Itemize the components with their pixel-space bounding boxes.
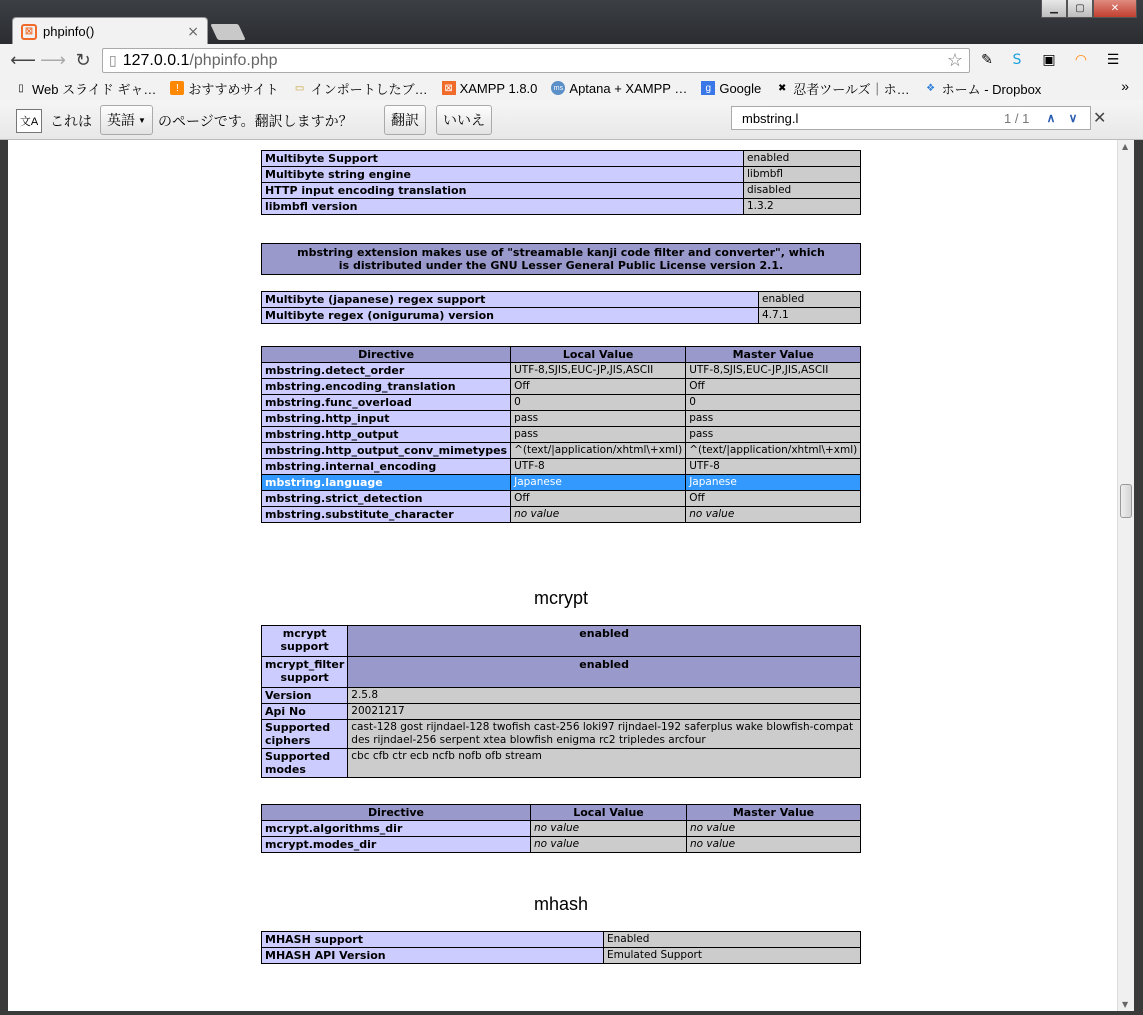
bookmark-label: Google	[719, 80, 762, 96]
table-row	[262, 626, 861, 657]
directive-name: mbstring.encoding_translation	[262, 379, 511, 395]
table-row	[262, 948, 861, 964]
ninja-icon: ✖	[778, 82, 787, 94]
mcrypt-info-table	[261, 625, 861, 778]
no-value-text: no value	[514, 508, 560, 520]
find-prev-icon[interactable]: ∧	[1046, 111, 1056, 125]
ms-icon: ms	[551, 81, 565, 95]
row-value: disabled	[744, 183, 861, 199]
table-row	[262, 151, 861, 167]
row-value: 20021217	[348, 704, 861, 720]
row-label: Supported ciphers	[262, 720, 348, 749]
master-value: UTF-8	[686, 459, 861, 475]
row-value: 4.7.1	[759, 308, 861, 324]
page-icon: ▯	[109, 52, 117, 68]
local-value	[531, 837, 687, 853]
table-row	[262, 932, 861, 948]
bookmark-star-icon[interactable]: ☆	[946, 50, 963, 70]
forward-arrow-icon[interactable]: ⟶	[40, 49, 66, 71]
table-row	[262, 507, 861, 523]
directive-name: mbstring.detect_order	[262, 363, 511, 379]
row-value: cast-128 gost rijndael-128 twofish cast-256 loki97 rijndael-192 saferplus wake blowfish-compat des rijndael-256 serpent xtea blowfish enigma rc2 tripledes arcfour	[348, 720, 861, 749]
master-value: pass	[686, 427, 861, 443]
menu-icon[interactable]: ☰	[1106, 52, 1120, 68]
table-row	[262, 363, 861, 379]
no-value-text: no value	[690, 822, 736, 834]
row-value: Enabled	[604, 932, 861, 948]
table-row	[262, 443, 861, 459]
no-value-text: no value	[534, 822, 580, 834]
maximize-button[interactable]: ▢	[1067, 0, 1093, 18]
table-row	[262, 720, 861, 749]
no-value-text: no value	[534, 838, 580, 850]
no-value-text: no value	[690, 838, 736, 850]
browser-toolbar	[0, 44, 1143, 76]
bookmark-item[interactable]	[924, 79, 1042, 98]
local-value: Off	[511, 379, 686, 395]
window-frame-left	[0, 140, 8, 1015]
bookmark-item[interactable]	[442, 81, 538, 96]
find-match-highlight: mbstring.language	[262, 475, 511, 491]
table-row	[262, 657, 861, 688]
row-value: enabled	[744, 151, 861, 167]
tab-phpinfo[interactable]	[12, 17, 208, 45]
translate-button[interactable]: 翻訳	[384, 105, 426, 135]
local-value: pass	[511, 411, 686, 427]
bookmark-label: Aptana + XAMPP …	[569, 80, 688, 96]
page-content	[8, 140, 1117, 1011]
dropdown-arrow-icon: ▼	[138, 115, 146, 125]
table-row	[262, 308, 861, 324]
page-icon: ▯	[18, 82, 24, 94]
table-row	[262, 379, 861, 395]
table-row	[262, 704, 861, 720]
row-label: Supported modes	[262, 749, 348, 778]
folder-icon: ▭	[294, 82, 305, 94]
bookmark-label: 忍者ツールズ｜ホ…	[793, 81, 910, 97]
table-row	[262, 837, 861, 853]
table-row	[262, 491, 861, 507]
back-arrow-icon[interactable]: ⟵	[10, 49, 36, 71]
scroll-down-icon[interactable]: ▼	[1122, 1000, 1129, 1009]
column-header: Local Value	[531, 805, 687, 821]
directive-name: mbstring.internal_encoding	[262, 459, 511, 475]
row-label: Version	[262, 688, 348, 704]
row-value: Emulated Support	[604, 948, 861, 964]
mbstring-notice: mbstring extension makes use of "streamable kanji code filter and converter", which is distributed under the GNU Lesser General Public License version 2.1.	[262, 244, 861, 275]
master-value: ^(text/|application/xhtml\+xml)	[686, 443, 861, 459]
master-value: Off	[686, 379, 861, 395]
find-next-icon[interactable]: ∨	[1068, 111, 1078, 125]
row-label: Multibyte Support	[262, 151, 744, 167]
row-value: 1.3.2	[744, 199, 861, 215]
local-value: UTF-8,SJIS,EUC-JP,JIS,ASCII	[511, 363, 686, 379]
bookmark-label: Web スライド ギャ…	[32, 81, 157, 97]
local-value: ^(text/|application/xhtml\+xml)	[511, 443, 686, 459]
close-window-button[interactable]: ✕	[1093, 0, 1137, 18]
window-frame-bottom	[0, 1011, 1143, 1015]
local-value	[531, 821, 687, 837]
column-header: Local Value	[511, 347, 686, 363]
table-row	[262, 427, 861, 443]
address-bar[interactable]	[102, 48, 970, 73]
row-label: MHASH support	[262, 932, 604, 948]
master-value: UTF-8,SJIS,EUC-JP,JIS,ASCII	[686, 363, 861, 379]
table-row	[262, 475, 861, 491]
find-bar	[731, 106, 1091, 130]
table-row	[262, 395, 861, 411]
title-bar	[0, 0, 1143, 44]
mbstring-directives-table	[261, 346, 861, 523]
scroll-thumb[interactable]	[1120, 484, 1132, 518]
table-row	[262, 459, 861, 475]
bookmark-label: XAMPP 1.8.0	[459, 80, 538, 96]
bulb-icon: !	[170, 81, 184, 95]
column-header: Master Value	[686, 347, 861, 363]
master-value	[687, 821, 861, 837]
url-path: /phpinfo.php	[189, 51, 278, 69]
scroll-up-icon[interactable]: ▲	[1122, 142, 1129, 151]
row-value: cbc cfb ctr ecb ncfb nofb ofb stream	[348, 749, 861, 778]
table-row	[262, 199, 861, 215]
directive-name: mcrypt.algorithms_dir	[262, 821, 531, 837]
directive-name: mbstring.http_output	[262, 427, 511, 443]
table-row	[262, 411, 861, 427]
window-controls	[1041, 0, 1137, 18]
bookmark-item[interactable]	[775, 79, 909, 98]
find-close-icon[interactable]: ✕	[1093, 108, 1107, 127]
row-label: HTTP input encoding translation	[262, 183, 744, 199]
table-row	[262, 688, 861, 704]
row-value: 2.5.8	[348, 688, 861, 704]
translate-suffix: のページです。翻訳しますか？	[158, 113, 353, 129]
find-count: 1 / 1	[1004, 110, 1030, 126]
table-row	[262, 749, 861, 778]
vertical-scrollbar[interactable]	[1117, 140, 1134, 1011]
xampp-icon: ⊠	[21, 24, 37, 40]
bookmark-item[interactable]	[701, 81, 761, 96]
language-select[interactable]	[100, 105, 153, 135]
column-header: Master Value	[687, 805, 861, 821]
bookmark-item[interactable]	[14, 79, 156, 98]
table-row	[262, 821, 861, 837]
bookmark-label: ホーム - Dropbox	[941, 81, 1042, 97]
directive-name: mbstring.strict_detection	[262, 491, 511, 507]
local-value: UTF-8	[511, 459, 686, 475]
translate-prefix: これは	[50, 113, 92, 129]
local-value	[511, 507, 686, 523]
find-input[interactable]: mbstring.l	[742, 110, 799, 126]
directive-name: mbstring.http_output_conv_mimetypes	[262, 443, 511, 459]
table-row	[262, 292, 861, 308]
window-frame-right	[1134, 140, 1143, 1015]
mbregex-info-table	[261, 291, 861, 324]
row-label: Api No	[262, 704, 348, 720]
bookmarks-overflow-button[interactable]: »	[1121, 78, 1129, 94]
bookmarks-bar	[0, 76, 1143, 100]
new-tab-button[interactable]	[210, 24, 245, 40]
section-title-mcrypt: mcrypt	[534, 588, 588, 608]
row-label: libmbfl version	[262, 199, 744, 215]
directive-name: mcrypt.modes_dir	[262, 837, 531, 853]
row-value: enabled	[759, 292, 861, 308]
row-value: enabled	[348, 657, 861, 688]
row-label: mcrypt_filter support	[262, 657, 348, 688]
directive-name: mbstring.substitute_character	[262, 507, 511, 523]
bookmark-item[interactable]	[551, 81, 687, 96]
language-value: 英語	[107, 112, 136, 128]
skype-icon[interactable]: S	[1012, 52, 1022, 68]
mhash-info-table	[261, 931, 861, 964]
master-value	[686, 507, 861, 523]
table-row	[262, 183, 861, 199]
bookmark-label: インポートしたブ…	[310, 81, 428, 97]
column-header: Directive	[262, 347, 511, 363]
mbstring-notice-table	[261, 243, 861, 275]
no-translate-button[interactable]: いいえ	[436, 105, 492, 135]
local-value: Japanese	[511, 475, 686, 491]
master-value: pass	[686, 411, 861, 427]
bookmark-item[interactable]	[293, 79, 428, 98]
bookmark-label: おすすめサイト	[188, 81, 279, 97]
row-label: MHASH API Version	[262, 948, 604, 964]
reload-icon[interactable]: ↻	[75, 49, 91, 71]
translate-icon: 文A	[16, 109, 42, 133]
directive-name: mbstring.func_overload	[262, 395, 511, 411]
extension-icon[interactable]: ▣	[1042, 52, 1056, 68]
master-value: Japanese	[686, 475, 861, 491]
table-row	[262, 167, 861, 183]
master-value	[687, 837, 861, 853]
url-host: 127.0.0.1	[122, 51, 190, 69]
row-label: Multibyte string engine	[262, 167, 744, 183]
column-header: Directive	[262, 805, 531, 821]
dropbox-icon: ❖	[926, 82, 936, 94]
tab-title: phpinfo()	[43, 24, 95, 39]
tab-close-icon[interactable]: ×	[187, 23, 199, 40]
row-label: mcrypt support	[262, 626, 348, 657]
mcrypt-directives-table	[261, 804, 861, 853]
mbstring-info-table	[261, 150, 861, 215]
xampp-icon: ⊠	[442, 81, 456, 95]
local-value: 0	[511, 395, 686, 411]
rss-icon[interactable]: ◠	[1074, 52, 1088, 68]
master-value: Off	[686, 491, 861, 507]
row-value: libmbfl	[744, 167, 861, 183]
no-value-text: no value	[689, 508, 735, 520]
local-value: Off	[511, 491, 686, 507]
section-title-mhash: mhash	[533, 894, 589, 914]
minimize-button[interactable]: ▁	[1041, 0, 1067, 18]
bookmark-item[interactable]	[170, 79, 278, 98]
eyedropper-icon[interactable]: ✎	[981, 52, 993, 68]
master-value: 0	[686, 395, 861, 411]
row-label: Multibyte (japanese) regex support	[262, 292, 759, 308]
local-value: pass	[511, 427, 686, 443]
google-icon: g	[701, 81, 715, 95]
row-label: Multibyte regex (oniguruma) version	[262, 308, 759, 324]
row-value: enabled	[348, 626, 861, 657]
directive-name: mbstring.http_input	[262, 411, 511, 427]
